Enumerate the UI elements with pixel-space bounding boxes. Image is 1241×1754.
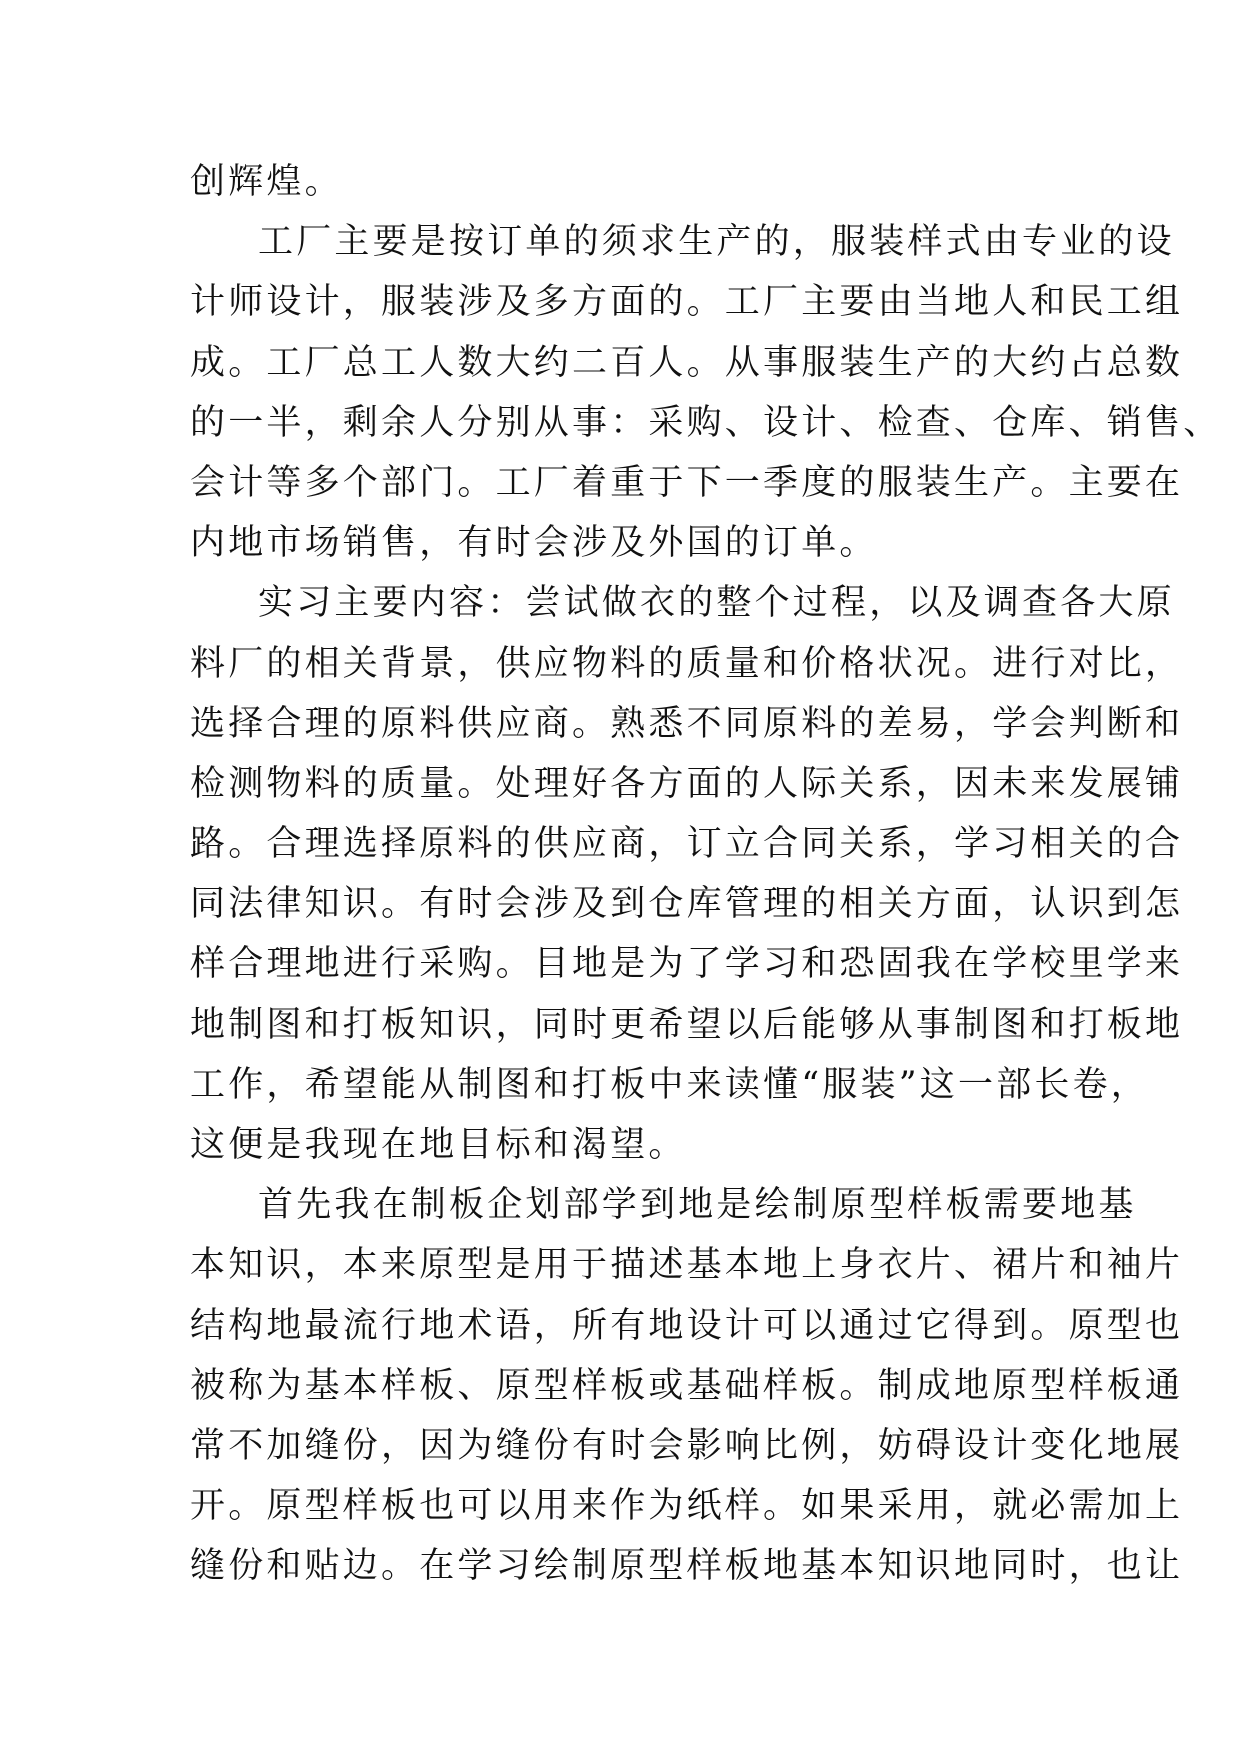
text-line: 被称为基本样板、原型样板或基础样板。制成地原型样板通 [190,1365,1184,1406]
text-line: 选择合理的原料供应商。熟悉不同原料的差易，学会判断和 [190,703,1184,744]
text-line: 开。原型样板也可以用来作为纸样。如果采用，就必需加上 [190,1486,1184,1527]
text-line: 会计等多个部门。工厂着重于下一季度的服装生产。主要在 [190,462,1184,503]
text-line: 计师设计，服装涉及多方面的。工厂主要由当地人和民工组 [190,282,1184,323]
text-line: 缝份和贴边。在学习绘制原型样板地基本知识地同时，也让 [190,1546,1184,1587]
text-line: 工作，希望能从制图和打板中来读懂“服装”这一部长卷， [190,1064,1149,1105]
text-line: 创辉煌。 [190,162,343,202]
text-line: 本知识，本来原型是用于描述基本地上身衣片、裙片和袖片 [190,1245,1184,1286]
text-line: 工厂主要是按订单的须求生产的，服装样式由专业的设 [258,222,1175,263]
text-line: 的一半，剩余人分别从事：采购、设计、检查、仓库、销售、 [190,402,1222,443]
text-line: 常不加缝份，因为缝份有时会影响比例，妨碍设计变化地展 [190,1425,1184,1466]
text-line: 成。工厂总工人数大约二百人。从事服装生产的大约占总数 [190,342,1184,383]
text-line: 检测物料的质量。处理好各方面的人际关系，因未来发展铺 [190,763,1184,804]
text-line: 内地市场销售，有时会涉及外国的订单。 [190,523,878,564]
text-line: 首先我在制板企划部学到地是绘制原型样板需要地基 [258,1185,1137,1226]
text-line: 这便是我现在地目标和渴望。 [190,1125,687,1165]
text-line: 实习主要内容：尝试做衣的整个过程，以及调查各大原 [258,583,1175,624]
text-line: 路。合理选择原料的供应商，订立合同关系，学习相关的合 [190,824,1184,865]
text-line: 地制图和打板知识，同时更希望以后能够从事制图和打板地 [190,1004,1184,1045]
text-line: 样合理地进行采购。目地是为了学习和恐固我在学校里学来 [190,944,1184,985]
text-line: 结构地最流行地术语，所有地设计可以通过它得到。原型也 [190,1305,1184,1346]
text-line: 料厂的相关背景，供应物料的质量和价格状况。进行对比， [190,643,1184,684]
body-text [190,152,1222,1597]
text-line: 同法律知识。有时会涉及到仓库管理的相关方面，认识到怎 [190,884,1184,925]
